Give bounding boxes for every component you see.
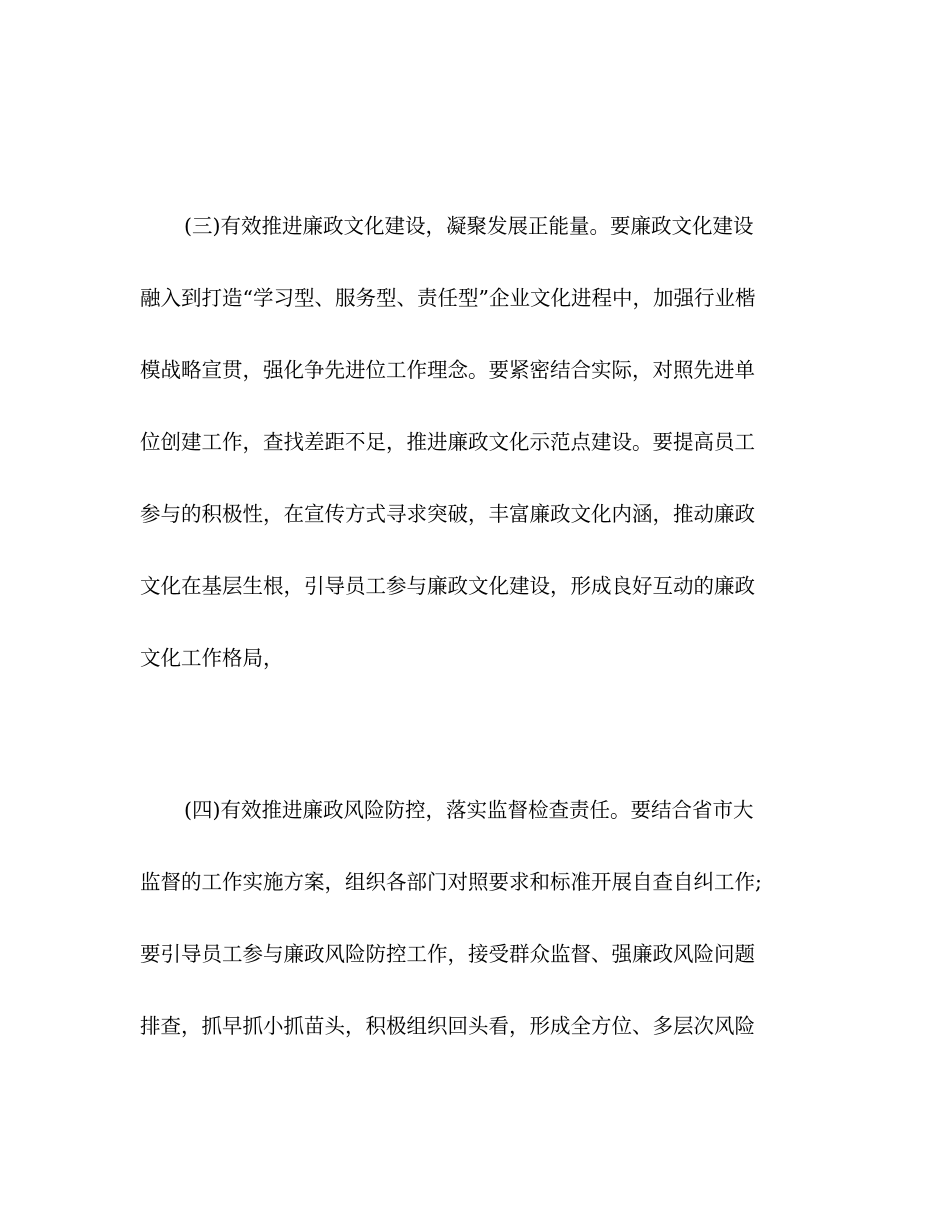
paragraph-line: 文化工作格局， (140, 646, 284, 670)
paragraph-line: 位创建工作，查找差距不足，推进廉政文化示范点建设。要提高员工 (140, 430, 755, 454)
paragraph-section-4 (140, 774, 800, 1062)
paragraph-line: 文化在基层生根，引导员工参与廉政文化建设，形成良好互动的廉政 (140, 574, 755, 598)
paragraph-line: (四)有效推进廉政风险防控，落实监督检查责任。要结合省市大 (184, 798, 754, 822)
paragraph-line: 融入到打造“学习型、服务型、责任型”企业文化进程中，加强行业楷 (140, 286, 756, 310)
paragraph-line: (三)有效推进廉政文化建设，凝聚发展正能量。要廉政文化建设 (184, 214, 754, 238)
paragraph-line: 要引导员工参与廉政风险防控工作，接受群众监督、强廉政风险问题 (140, 942, 755, 966)
paragraph-section-3 (140, 190, 800, 694)
paragraph-line: 监督的工作实施方案，组织各部门对照要求和标准开展自查自纠工作; (140, 870, 762, 894)
paragraph-line: 模战略宣贯，强化争先进位工作理念。要紧密结合实际，对照先进单 (140, 358, 755, 382)
paragraph-line: 参与的积极性，在宣传方式寻求突破，丰富廉政文化内涵，推动廉政 (140, 502, 755, 526)
paragraph-line: 排查，抓早抓小抓苗头，积极组织回头看，形成全方位、多层次风险 (140, 1014, 755, 1038)
